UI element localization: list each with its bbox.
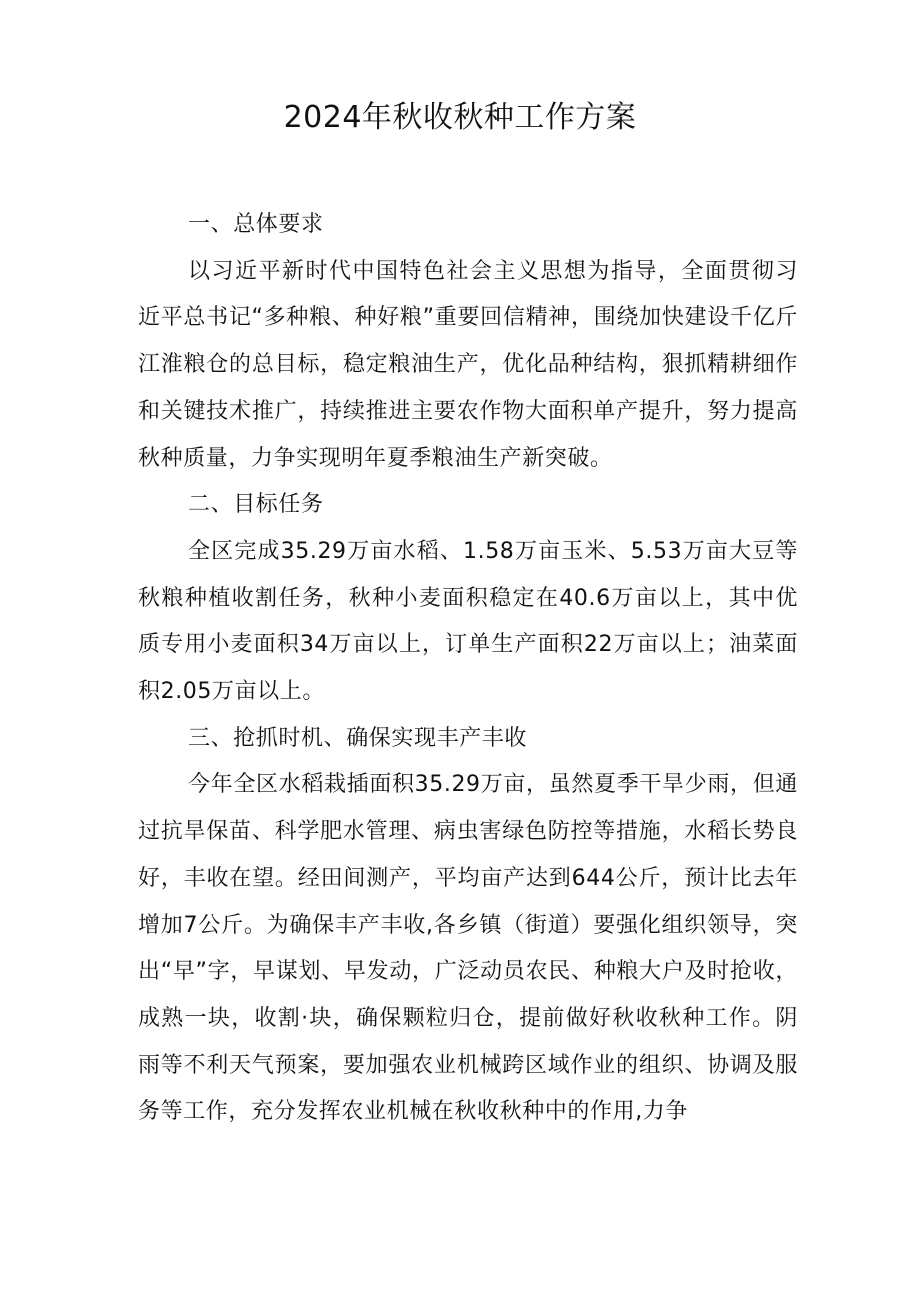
section-paragraph: 全区完成35.29万亩水稻、1.58万亩玉米、5.53万亩大豆等秋粮种植收割任务，秋种小麦面积稳定在40.6万亩以上，其中优质专用小麦面积34万亩以上，订单生产面积22万亩以上；油菜面积2.05万亩以上。 (138, 538, 798, 705)
section-paragraph: 以习近平新时代中国特色社会主义思想为指导，全面贯彻习近平总书记“多种粮、种好粮”重要回信精神，围绕加快建设千亿斤江淮粮仓的总目标，稳定粮油生产，优化品种结构，狠抓精耕细作和关键技术推广，持续推进主要农作物大面积单产提升，努力提高秋种质量，力争实现明年夏季粮油生产新突破。 (138, 258, 798, 471)
section-paragraph: 今年全区水稻栽插面积35.29万亩，虽然夏季干旱少雨，但通过抗旱保苗、科学肥水管理、病虫害绿色防控等措施，水稻长势良好，丰收在望。经田间测产，平均亩产达到644公斤，预计比去年增加7公斤。为确保丰产丰收,各乡镇（街道）要强化组织领导，突出“早”字，早谋划、早发动，广泛动员农民、种粮大户及时抢收，成熟一块，收割·块，确保颗粒归仓，提前做好秋收秋种工作。阴雨等不利天气预案，要加强农业机械跨区域作业的组织、协调及服务等工作，充分发挥农业机械在秋收秋种中的作用,力争 (138, 772, 798, 1125)
section-target-tasks (138, 482, 798, 716)
section-heading: 三、抢抓时机、确保实现丰产丰收 (188, 725, 528, 751)
document-title: 2024年秋收秋种工作方案 (283, 100, 637, 135)
section-heading: 二、目标任务 (188, 492, 324, 518)
section-harvest-timing (138, 716, 798, 1136)
section-general-requirements (138, 202, 798, 482)
section-heading: 一、总体要求 (188, 212, 324, 237)
document-body (138, 202, 798, 1136)
